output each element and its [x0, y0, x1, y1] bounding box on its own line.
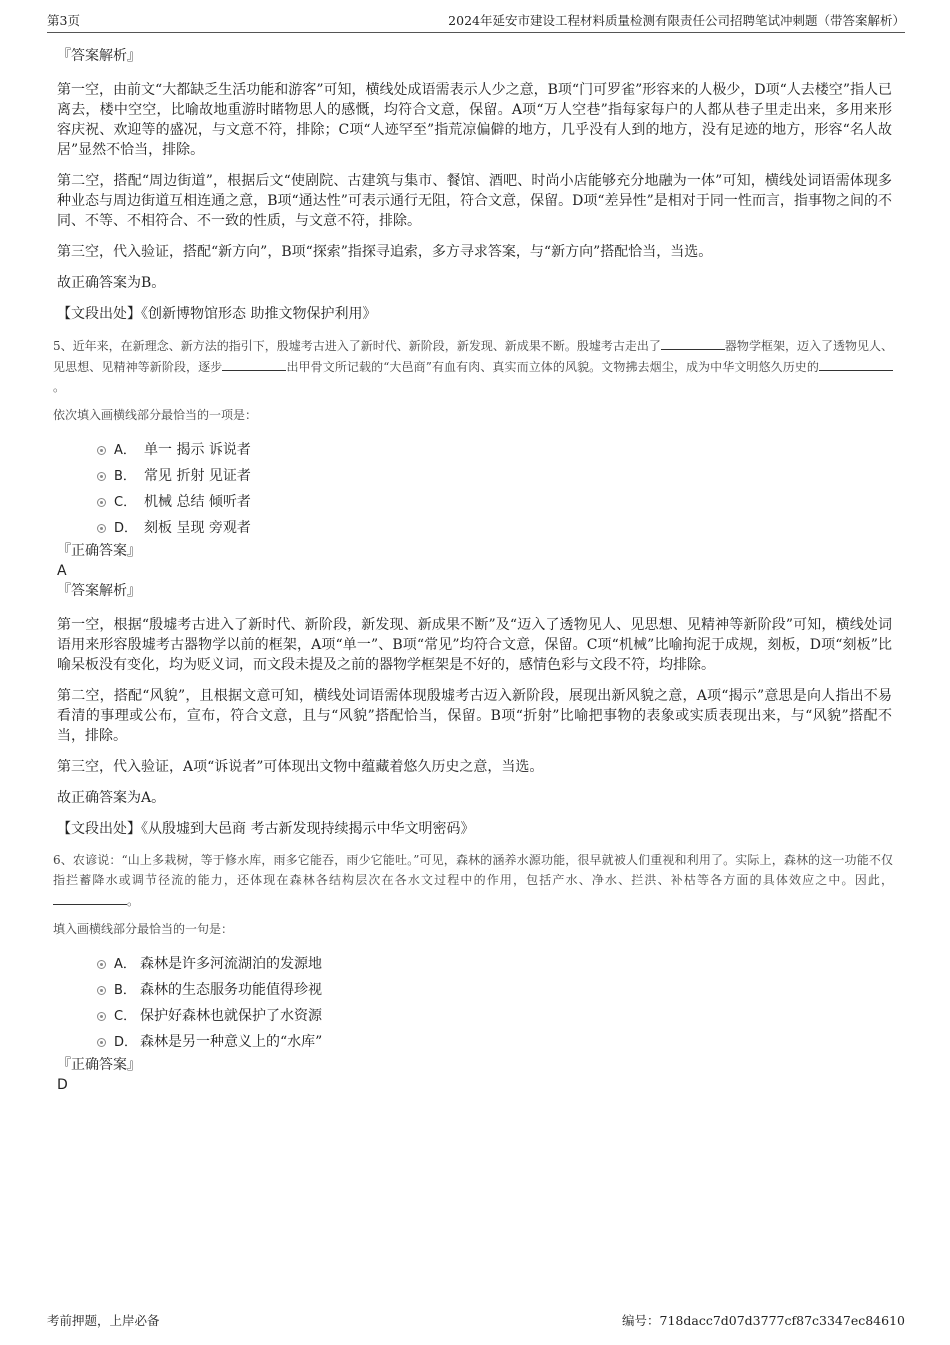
document-title: 2024年延安市建设工程材料质量检测有限责任公司招聘笔试冲刺题（带答案解析） — [448, 13, 905, 28]
q6-option-c[interactable]: C． 保护好森林也就保护了水资源 — [57, 1003, 892, 1029]
q5-analysis-paragraph-1: 第一空，根据“殷墟考古进入了新时代、新阶段，新发现、新成果不断”及“迈入了透物见人、见思想、见精神等新阶段”可知，横线处词语用来形容殷墟考古器物学以前的框架，A项“单一”、B项“常见”均符合文意，保留。C项“机械”比喻拘泥于成规，刻板，D项“刻板”比喻呆板没有变化，均为贬义词，而文段未提及之前的器物学框架是不好的，感情色彩与文段不符，均排除。 — [57, 617, 892, 673]
q5-prompt: 依次填入画横线部分最恰当的一项是： — [53, 408, 258, 422]
q4-analysis-paragraph-1: 第一空，由前文“大都缺乏生活功能和游客”可知，横线处成语需表示人少之意，B项“门可罗雀”形容来的人极少，D项“人去楼空”指人已离去，楼中空空，比喻故地重游时睹物思人的感慨，均符合文意，保留。A项“万人空巷”指每家每户的人都从巷子里走出来，多用来形容庆祝、欢迎等的盛况，与文意不符，排除；C项“人迹罕至”指荒凉偏僻的地方，几乎没有人到的地方，没有足迹的地方，形容“名人故居”显然不恰当，排除。 — [57, 82, 892, 158]
radio-icon[interactable] — [97, 960, 106, 969]
q5-analysis-paragraph-2: 第二空，搭配“风貌”，且根据文意可知，横线处词语需体现殷墟考古迈入新阶段，展现出新风貌之意，A项“揭示”意思是向人指出不易看清的事理或公布，宣布，符合文意，且与“风貌”搭配恰当，保留。B项“折射”比喻把事物的表象或实质表现出来，与“风貌”搭配不当，排除。 — [57, 688, 892, 744]
answer-blank — [53, 890, 127, 905]
q6-options — [57, 951, 892, 1055]
q6-correct-label: 『正确答案』 — [57, 1057, 141, 1073]
q5-option-c[interactable]: C． 机械 总结 倾听者 — [57, 489, 892, 515]
footer-slogan: 考前押题，上岸必备 — [47, 1313, 160, 1328]
q4-analysis-label: 『答案解析』 — [57, 48, 141, 64]
document-id: 编号：718dacc7d07d3777cf87c3347ec84610 — [622, 1313, 905, 1328]
q5-conclusion: 故正确答案为A。 — [57, 790, 166, 806]
answer-blank — [819, 356, 893, 371]
answer-blank — [222, 356, 286, 371]
radio-icon[interactable] — [97, 1038, 106, 1047]
page-content — [53, 46, 893, 1095]
q5-question: 5、近年来，在新理念、新方法的指引下，殷墟考古进入了新时代、新阶段，新发现、新成果不断。殷墟考古走出了 器物学框架，迈入了透物见人、见思想、见精神等新阶段，逐步 出甲骨文所记载的“大邑商”有血有肉、真实而立体的风貌。文物拂去烟尘，成为中华文明悠久历史的。 — [53, 335, 893, 397]
q6-prompt: 填入画横线部分最恰当的一句是： — [53, 922, 234, 936]
radio-icon[interactable] — [97, 498, 106, 507]
q6-option-b[interactable]: B． 森林的生态服务功能值得珍视 — [57, 977, 892, 1003]
radio-icon[interactable] — [97, 472, 106, 481]
q5-correct-answer: A — [57, 563, 67, 579]
page-footer — [47, 1310, 905, 1332]
q4-conclusion: 故正确答案为B。 — [57, 275, 166, 291]
q4-analysis-paragraph-3: 第三空，代入验证，搭配“新方向”，B项“探索”指探寻追索，多方寻求答案，与“新方向”搭配恰当，当选。 — [57, 244, 713, 260]
radio-icon[interactable] — [97, 524, 106, 533]
q5-options — [57, 437, 892, 541]
radio-icon[interactable] — [97, 986, 106, 995]
q5-option-d[interactable]: D． 刻板 呈现 旁观者 — [57, 515, 892, 541]
q5-correct-label: 『正确答案』 — [57, 543, 141, 559]
answer-blank — [661, 335, 725, 350]
q6-option-d[interactable]: D． 森林是另一种意义上的“水库” — [57, 1029, 892, 1055]
q6-question: 6、农谚说：“山上多栽树，等于修水库，雨多它能吞，雨少它能吐。”可见，森林的涵养水源功能，很早就被人们重视和利用了。实际上，森林的这一功能不仅指拦蓄降水或调节径流的能力，还体现在森林各结构层次在各水文过程中的作用，包括产水、净水、拦洪、补枯等各方面的具体效应之中。因此，。 — [53, 853, 893, 908]
q5-analysis-paragraph-3: 第三空，代入验证，A项“诉说者”可体现出文物中蕴藏着悠久历史之意，当选。 — [57, 759, 544, 775]
radio-icon[interactable] — [97, 1012, 106, 1021]
q5-option-a[interactable]: A． 单一 揭示 诉说者 — [57, 437, 892, 463]
q5-analysis-label: 『答案解析』 — [57, 583, 141, 599]
page-number: 第3页 — [47, 13, 80, 28]
q4-source: 【文段出处】《创新博物馆形态 助推文物保护利用》 — [57, 306, 377, 322]
q5-source: 【文段出处】《从殷墟到大邑商 考古新发现持续揭示中华文明密码》 — [57, 821, 475, 837]
q5-option-b[interactable]: B． 常见 折射 见证者 — [57, 463, 892, 489]
q6-correct-answer: D — [57, 1077, 68, 1093]
radio-icon[interactable] — [97, 446, 106, 455]
q6-option-a[interactable]: A． 森林是许多河流湖泊的发源地 — [57, 951, 892, 977]
page-header — [47, 10, 905, 33]
q4-analysis-paragraph-2: 第二空，搭配“周边街道”，根据后文“使剧院、古建筑与集市、餐馆、酒吧、时尚小店能够充分地融为一体”可知，横线处词语需体现多种业态与周边街道互相连通之意，B项“通达性”可表示通行无阻，符合文意，保留。D项“差异性”是相对于同一性而言，指事物之间的不同、不等、不相符合、不一致的性质，与文意不符，排除。 — [57, 173, 892, 229]
